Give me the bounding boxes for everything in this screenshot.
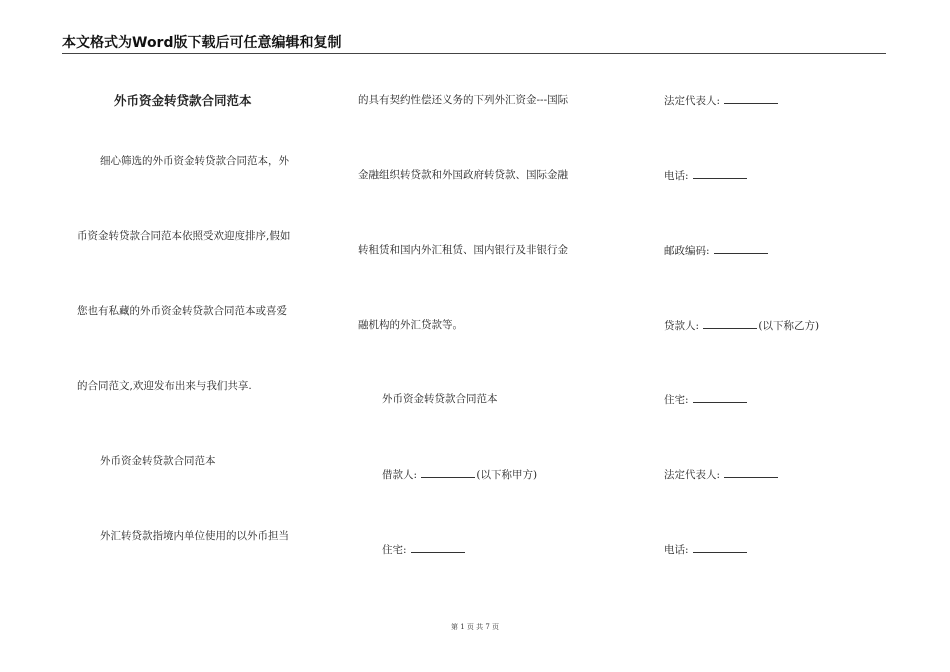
section-heading: 外币资金转贷款合同范本 [382, 393, 498, 405]
borrower-blank [421, 467, 475, 478]
body-line: 融机构的外汇贷款等。 [358, 319, 463, 331]
body-line: 您也有私藏的外币资金转贷款合同范本或喜爱 [77, 305, 287, 317]
page-number: 第 1 页 共 7 页 [450, 623, 500, 631]
phone-blank [693, 542, 747, 553]
body-line: 币资金转贷款合同范本依照受欢迎度排序,假如 [77, 230, 291, 242]
borrower-field [382, 467, 537, 482]
address-label: 住宅: [382, 544, 407, 556]
borrower-suffix: (以下称甲方) [476, 469, 538, 481]
address-label: 住宅: [664, 394, 689, 406]
postal-field [664, 243, 769, 258]
borrower-label: 借款人: [382, 469, 418, 481]
body-line: 的具有契约性偿还义务的下列外汇资金---国际 [358, 94, 569, 106]
lender-label: 贷款人: [664, 320, 700, 332]
section-heading: 外币资金转贷款合同范本 [100, 455, 216, 467]
borrower-address-field [382, 542, 466, 557]
lender-address-field [664, 392, 748, 407]
phone-blank [693, 168, 747, 179]
header-divider [62, 53, 886, 54]
legal-rep-field [664, 93, 779, 108]
document-header: 本文格式为Word版下载后可任意编辑和复制 [62, 35, 342, 51]
legal-rep-field-2 [664, 467, 779, 482]
lender-suffix: (以下称乙方) [758, 320, 820, 332]
legal-rep-blank [724, 93, 778, 104]
address-blank [411, 542, 465, 553]
legal-rep-label: 法定代表人: [664, 95, 721, 107]
body-line: 细心筛选的外币资金转贷款合同范本，外 [100, 155, 289, 167]
address-blank [693, 392, 747, 403]
body-line: 转租赁和国内外汇租赁、国内银行及非银行金 [358, 244, 568, 256]
body-line: 金融组织转贷款和外国政府转贷款、国际金融 [358, 169, 568, 181]
legal-rep-blank [724, 467, 778, 478]
postal-blank [714, 243, 768, 254]
phone-field [664, 168, 748, 183]
postal-label: 邮政编码: [664, 245, 710, 257]
body-line: 的合同范文,欢迎发布出来与我们共享. [77, 380, 252, 392]
lender-field [664, 318, 819, 333]
phone-label: 电话: [664, 544, 689, 556]
lender-blank [703, 318, 757, 329]
legal-rep-label: 法定代表人: [664, 469, 721, 481]
phone-label: 电话: [664, 170, 689, 182]
document-title: 外币资金转贷款合同范本 [114, 93, 252, 108]
body-line: 外汇转贷款指境内单位使用的以外币担当 [100, 530, 289, 542]
phone-field-2 [664, 542, 748, 557]
